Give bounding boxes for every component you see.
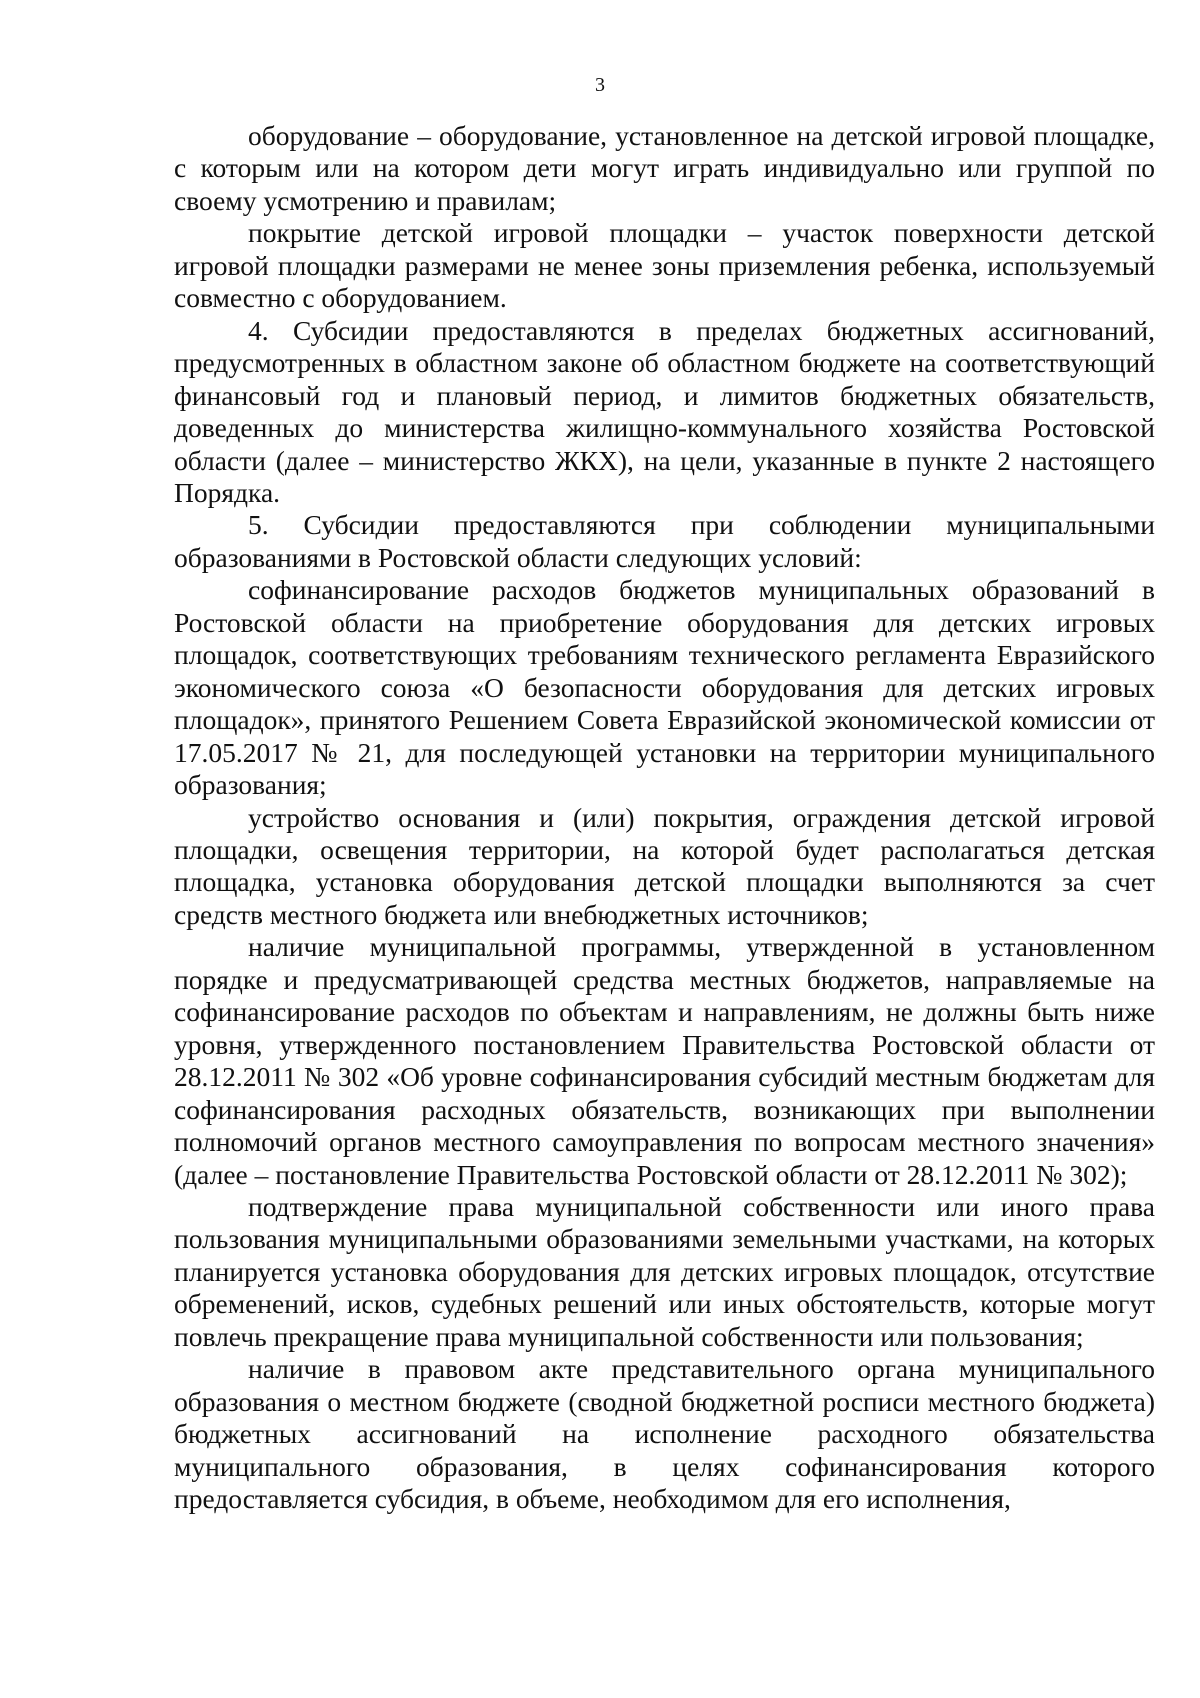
document-body <box>174 120 1155 1515</box>
paragraph-surface-definition: покрытие детской игровой площадки – участок поверхности детской игровой площадки размерами не менее зоны приземления ребенка, используемый совместно с оборудованием. <box>174 217 1155 314</box>
page-number: 3 <box>595 74 605 96</box>
paragraph-budget-allocation-condition: наличие в правовом акте представительного органа муниципального образования о местном бюджете (сводной бюджетной росписи местного бюджета) бюджетных ассигнований на исполнение расходного обязательства муниципального образования, в целях софинансирования которого предоставляется субсидия, в объеме, необходимом для его исполнения, <box>174 1353 1155 1515</box>
paragraph-equipment-definition: оборудование – оборудование, установленное на детской игровой площадке, с которым или на котором дети могут играть индивидуально или группой по своему усмотрению и правилам; <box>174 120 1155 216</box>
paragraph-item-4: 4. Субсидии предоставляются в пределах бюджетных ассигнований, предусмотренных в областном законе об областном бюджете на соответствующий финансовый год и плановый период, и лимитов бюджетных обязательств, доведенных до министерства жилищно-коммунального хозяйства Ростовской области (далее – министерство ЖКХ), на цели, указанные в пункте 2 настоящего Порядка. <box>174 314 1155 508</box>
paragraph-item-5: 5. Субсидии предоставляются при соблюдении муниципальными образованиями в Ростовской области следующих условий: <box>174 509 1155 573</box>
paragraph-installation-condition: устройство основания и (или) покрытия, ограждения детской игровой площадки, освещения территории, на которой будет располагаться детская площадка, установка оборудования детской площадки выполняются за счет средств местного бюджета или внебюджетных источников; <box>174 801 1155 930</box>
paragraph-cofinancing-condition: софинансирование расходов бюджетов муниципальных образований в Ростовской области на приобретение оборудования для детских игровых площадок, соответствующих требованиям технического регламента Евразийского экономического союза «О безопасности оборудования для детских игровых площадок», принятого Решением Совета Евразийской экономической комиссии от 17.05.2017 № 21, для последующей установки на территории муниципального образования; <box>174 574 1155 801</box>
paragraph-property-rights-condition: подтверждение права муниципальной собственности или иного права пользования муниципальными образованиями земельными участками, на которых планируется установка оборудования для детских игровых площадок, отсутствие обременений, исков, судебных решений или иных обстоятельств, которые могут повлечь прекращение права муниципальной собственности или пользования; <box>174 1190 1155 1352</box>
paragraph-municipal-program-condition: наличие муниципальной программы, утвержденной в установленном порядке и предусматривающей средства местных бюджетов, направляемые на софинансирование расходов по объектам и направлениям, не должны быть ниже уровня, утвержденного постановлением Правительства Ростовской области от 28.12.2011 № 302 «Об уровне софинансирования субсидий местным бюджетам для софинансирования расходных обязательств, возникающих при выполнении полномочий органов местного самоуправления по вопросам местного значения» (далее – постановление Правительства Ростовской области от 28.12.2011 № 302); <box>174 931 1155 1190</box>
